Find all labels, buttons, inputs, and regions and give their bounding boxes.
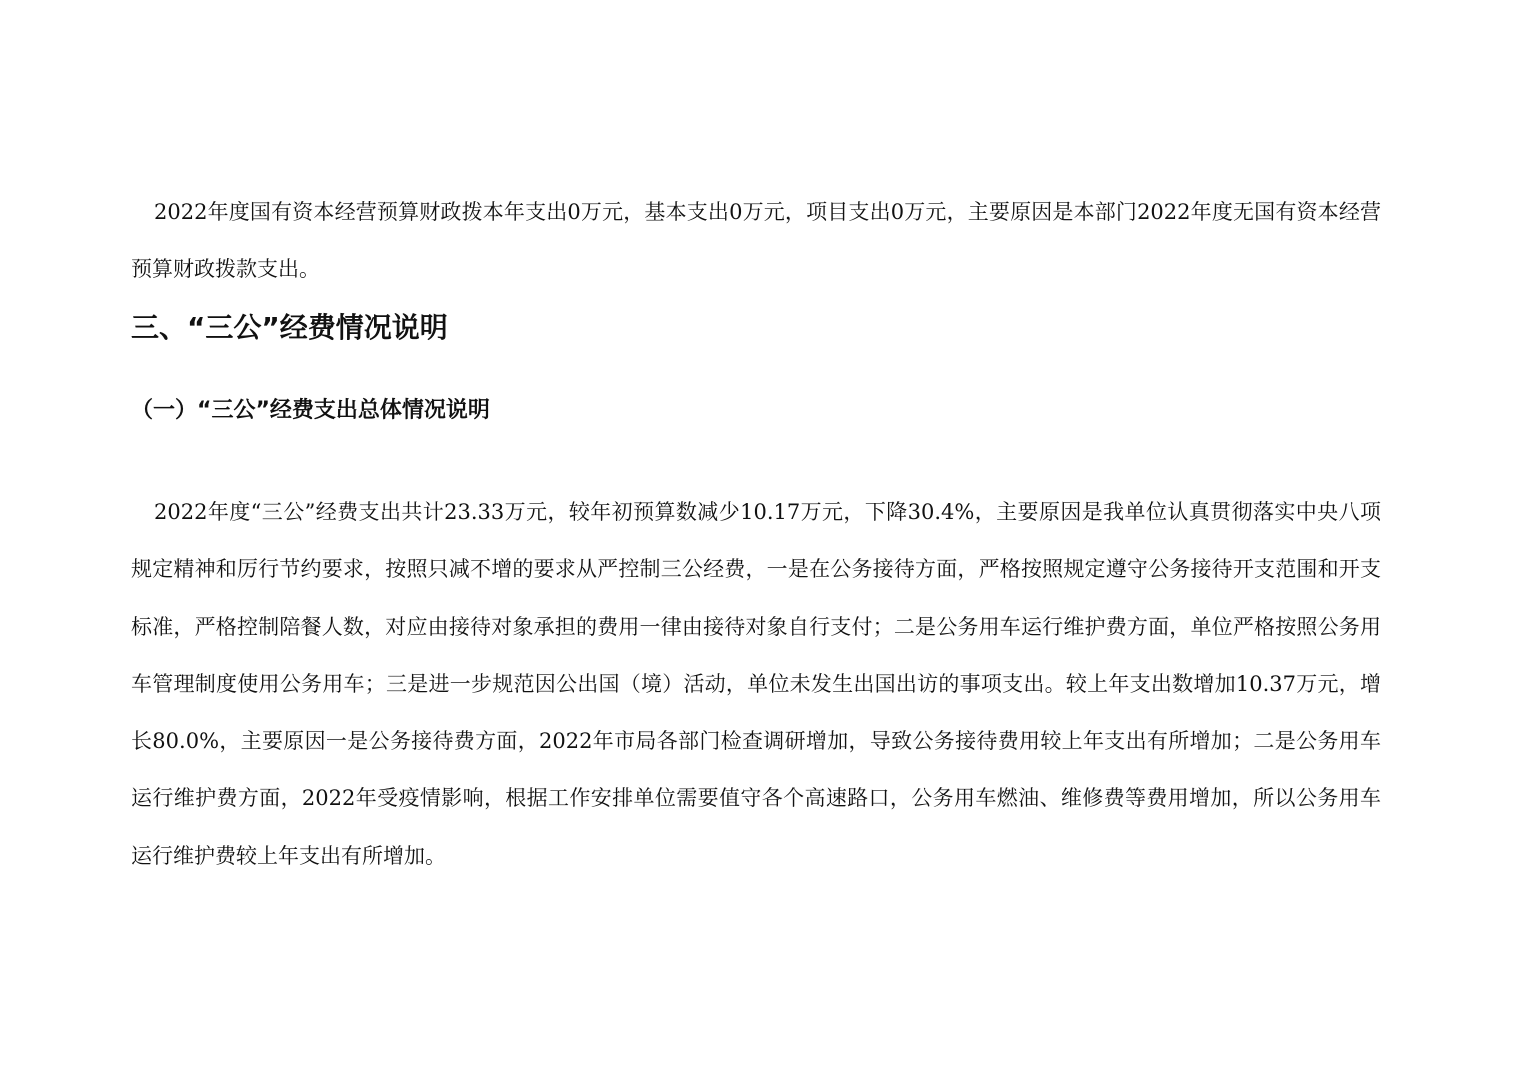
- paragraph-three-public-expenses-detail: 2022年度“三公”经费支出共计23.33万元，较年初预算数减少10.17万元，下降30.4%，主要原因是我单位认真贯彻落实中央八项规定精神和厉行节约要求，按照只减不增的要求从严控制三公经费，一是在公务接待方面，严格按照规定遵守公务接待开支范围和开支标准，严格控制陪餐人数，对应由接待对象承担的费用一律由接待对象自行支付；二是公务用车运行维护费方面，单位严格按照公务用车管理制度使用公务用车；三是进一步规范因公出国（境）活动，单位未发生出国出访的事项支出。较上年支出数增加10.37万元，增长80.0%，主要原因一是公务接待费方面，2022年市局各部门检查调研增加，导致公务接待费用较上年支出有所增加；二是公务用车运行维护费方面，2022年受疫情影响，根据工作安排单位需要值守各个高速路口，公务用车燃油、维修费等费用增加，所以公务用车运行维护费较上年支出有所增加。: [131, 500, 1381, 868]
- paragraph-state-capital-budget: 2022年度国有资本经营预算财政拨本年支出0万元，基本支出0万元，项目支出0万元，主要原因是本部门2022年度无国有资本经营预算财政拨款支出。: [131, 200, 1381, 282]
- subsection-heading-overall-expenses: （一）“三公”经费支出总体情况说明: [131, 398, 490, 423]
- section-heading-three-public-expenses: 三、“三公”经费情况说明: [131, 311, 448, 344]
